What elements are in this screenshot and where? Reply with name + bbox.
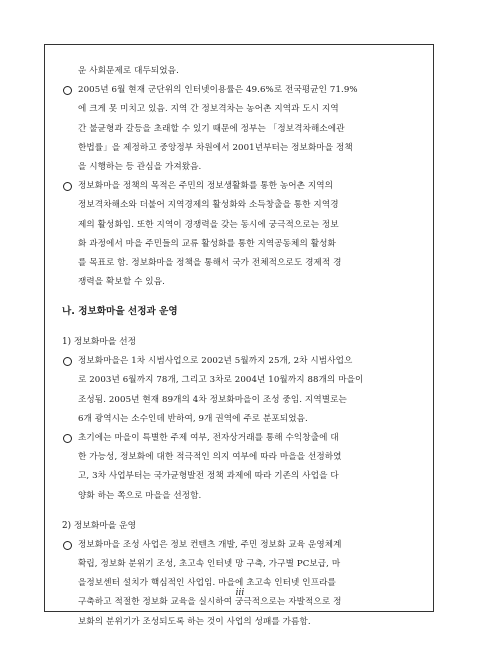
subsection-heading-selection: 1) 정보화마을 선정 [62,337,137,348]
section-heading: 나. 정보화마을 선정과 운영 [62,306,178,318]
circle-bullet-icon [63,541,72,550]
circle-bullet-icon [63,434,72,443]
document-body [62,62,418,632]
circle-bullet-icon [63,357,72,366]
intro-line: 운 사회문제로 대두되었음. [78,66,179,76]
bullet-item-1: 2005년 6월 현재 군단위의 인터넷이용률은 49.6%로 전국평균인 71.9% 에 크게 못 미치고 있음. 지역 간 정보격차는 농어촌 지역과 도시 지역 간 불균형과 갈등을 초래할 수 있기 때문에 정부는 「정보격차해소에관 한법률」을 제정하고 중앙정부 차원에서 2001년부터는 정보화마을 정책 을 시행하는 등 관심을 가져왔음. [62,81,418,177]
bullet-item-2: 정보화마을 정책의 목적은 주민의 정보생활화를 통한 농어촌 지역의 정보격차해소와 더불어 지역경제의 활성화와 소득창출을 통한 지역경 제의 활성화임. 또한 지역이 경쟁력을 갖는 동시에 궁극적으로는 정보 화 과정에서 마을 주민들의 교류 활성화를 통한 지역공동체의 활성화 를 목표로 함. 정보화마을 정책을 통해서 국가 전체적으로도 경제적 경 쟁력을 확보할 수 있음. [62,177,418,292]
page-number: iii [235,588,245,598]
circle-bullet-icon [63,182,72,191]
bullet-item-4: 초기에는 마을이 특별한 주제 여부, 전자상거래를 통해 수익창출에 대 한 가능성, 정보화에 대한 적극적인 의지 여부에 따라 마을을 선정하였 고, 3차 사업부터는 국가균형발전 정책 과제에 따라 기존의 사업을 다 양화 하는 쪽으로 마을을 선정함. [62,429,418,506]
bullet-item-5: 정보화마을 조성 사업은 정보 컨텐츠 개발, 주민 정보화 교육 운영체계 확립, 정보화 분위기 조성, 초고속 인터넷 망 구축, 가구별 PC보급, 마 을정보센터 설치가 핵심적인 사업임. 마을에 초고속 인터넷 인프라를 구축하고 적절한 정보화 교육을 실시하여 궁극적으로는 자발적으로 정 보화의 분위기가 조성되도록 하는 것이 사업의 성패를 가름함. [62,536,418,632]
subsection-heading-operation: 2) 정보화마을 운영 [62,520,137,531]
circle-bullet-icon [63,86,72,95]
bullet-item-3: 정보화마을은 1차 시범사업으로 2002년 5월까지 25개, 2차 시범사업으 로 2003년 6월까지 78개, 그리고 3차로 2004년 10월까지 88개의 마을이 조성됨. 2005년 현재 89개의 4차 정보화마을이 조성 중임. 지역별로는 6개 광역시는 소수인데 반하여, 9개 권역에 주로 분포되었음. [62,352,418,429]
